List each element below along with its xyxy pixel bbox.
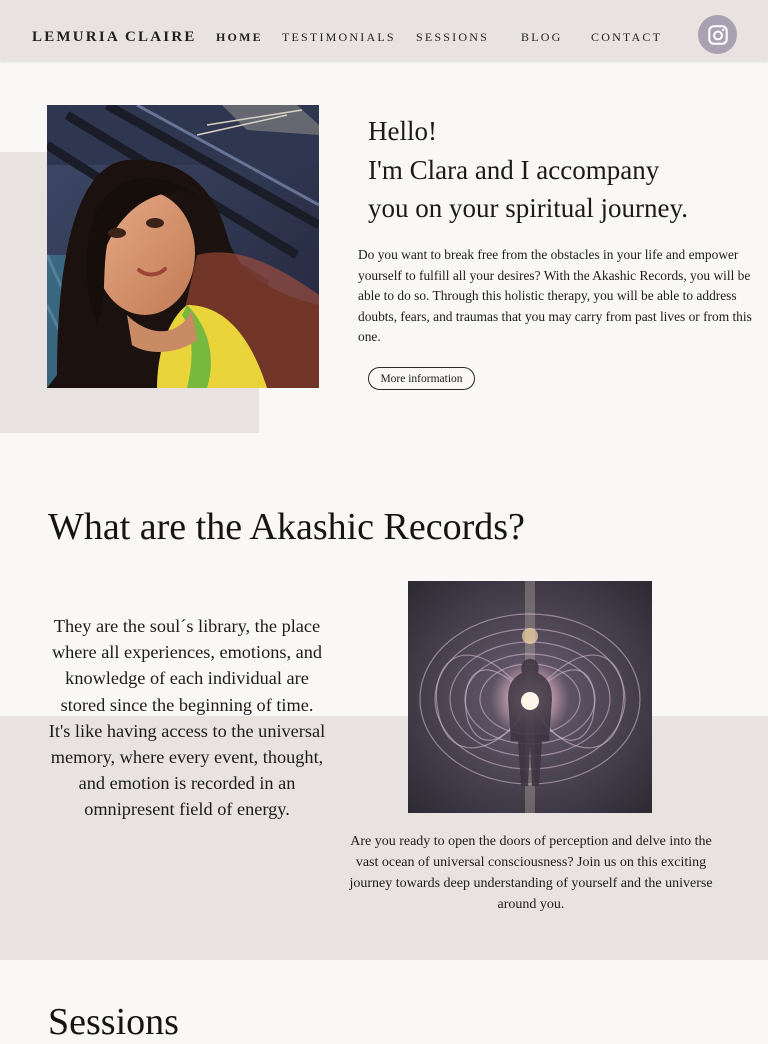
akashic-description: They are the soul´s library, the place where all experiences, emotions, and knowledge of each individual are stored since the beginning of time. It's like having access to the universal memory, where every event, thought, and emotion is recorded in an omnipresent field of energy.	[48, 616, 326, 820]
nav-link-blog[interactable]: BLOG	[521, 30, 563, 44]
site-header	[0, 0, 768, 61]
instagram-button[interactable]	[698, 15, 737, 54]
more-information-button[interactable]: More information	[368, 367, 475, 390]
nav-link-contact[interactable]: CONTACT	[591, 30, 663, 44]
hero-greeting	[368, 112, 688, 228]
nav-link-sessions[interactable]: SESSIONS	[416, 30, 489, 44]
portrait-photo	[47, 105, 319, 388]
greeting-line: Hello!	[368, 116, 437, 146]
akashic-invitation-text: Are you ready to open the doors of perception and delve into the vast ocean of universal consciousness? Join us on this exciting journey towards deep understanding of yourself and the universe around you.	[349, 834, 713, 912]
site-logo[interactable]: LEMURIA CLAIRE	[32, 29, 197, 45]
akashic-heading: What are the Akashic Records?	[48, 506, 525, 548]
nav-link-testimonials[interactable]: TESTIMONIALS	[282, 30, 396, 44]
energy-figure-illustration	[408, 581, 652, 813]
greeting-line: you on your spiritual journey.	[368, 193, 688, 223]
hero-intro-text: Do you want to break free from the obstacles in your life and empower yourself to fulfill all your desires? With the Akashic Records, you will be able to do so. Through this holistic therapy, you will be able to address doubts, fears, and traumas that you may carry from past lives or from this one.	[358, 247, 752, 344]
nav-link-home[interactable]: HOME	[216, 30, 263, 44]
greeting-line: I'm Clara and I accompany	[368, 154, 660, 185]
instagram-icon	[707, 24, 729, 46]
sessions-heading: Sessions	[48, 1001, 179, 1043]
